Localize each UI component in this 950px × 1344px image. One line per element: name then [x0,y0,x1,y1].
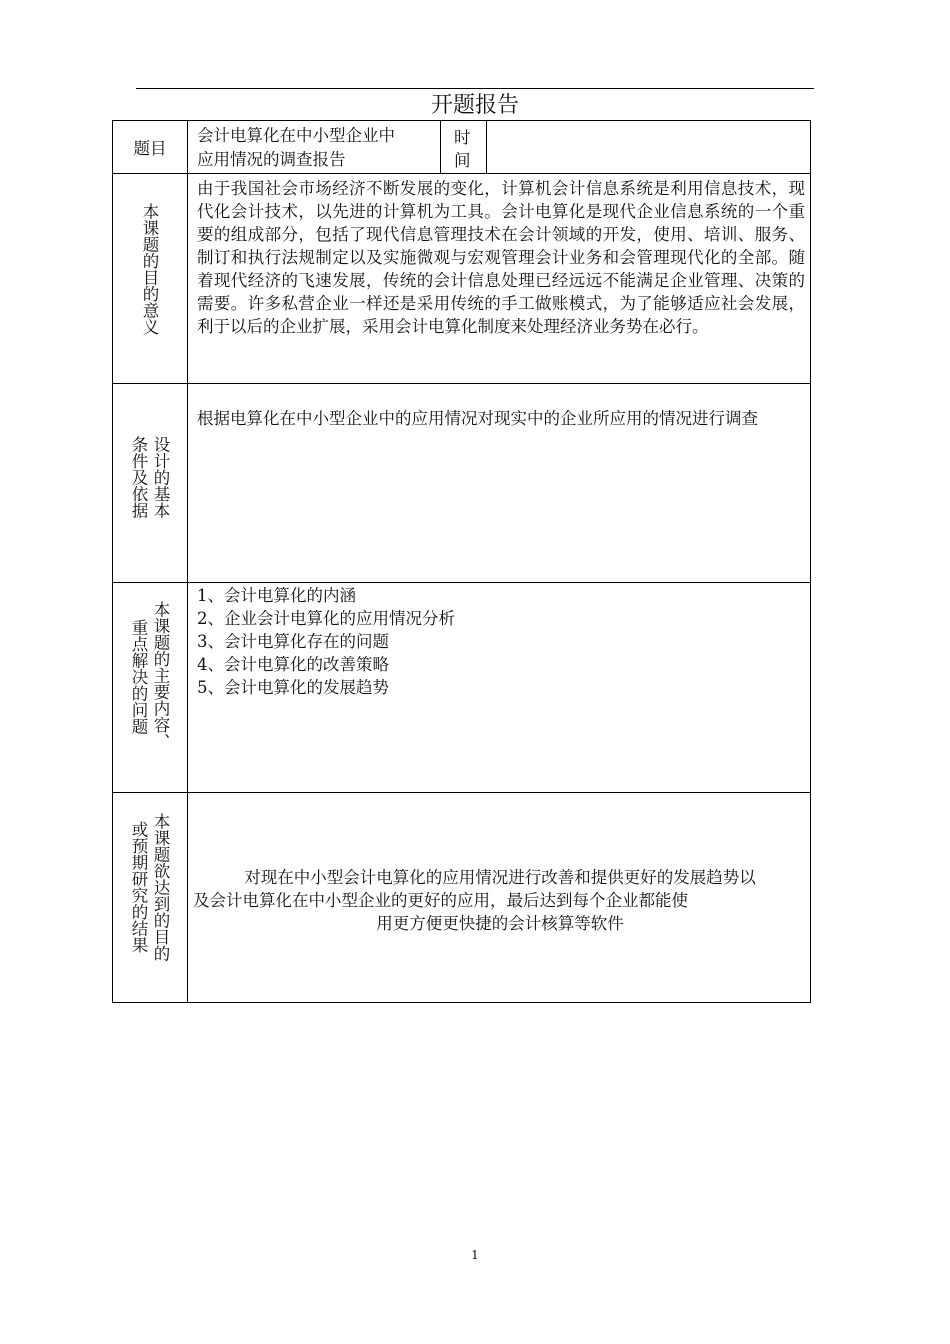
purpose-label: 本课题的目的意义 [140,203,159,335]
topic-line-2: 应用情况的调查报告 [197,150,346,169]
report-table [112,120,811,1003]
row-divider [113,383,810,384]
row-divider [113,792,810,793]
list-item: 5、会计电算化的发展趋势 [197,678,389,697]
expected-results-line-2: 及会计电算化在中小型企业的更好的应用，最后达到每个企业都能使 [193,891,688,910]
list-item: 1、会计电算化的内涵 [197,586,356,605]
expected-results-line-1: 对现在中小型会计电算化的应用情况进行改善和提供更好的发展趋势以 [244,868,756,887]
page-number: 1 [471,1248,479,1262]
expected-results-content [193,866,807,935]
time-value-divider [486,121,487,173]
page-title: 开题报告 [430,93,519,118]
label-column-divider [187,121,188,1002]
conditions-label-col2: 条件及依据 [129,436,148,519]
purpose-content: 由于我国社会市场经济不断发展的变化，计算机会计信息系统是利用信息技术，现代化会计技术，以先进的计算机为工具。会计电算化是现代企业信息系统的一个重要的组成部分，包括了现代信息管理技术在会计领域的开发，使用、培训、服务、制订和执行法规制定以及实施微观与宏观管理会计业务和会管理现代化的全部。随着现代经济的飞速发展，传统的会计信息处理已经远远不能满足企业管理、决策的需要。许多私营企业一样还是采用传统的手工做账模式，为了能够适应社会发展，利于以后的企业扩展，采用会计电算化制度来处理经济业务势在必行。 [197,179,805,336]
main-content-list [197,584,805,699]
top-rule [136,88,814,89]
time-label-1: 时 [454,128,471,147]
main-content-label-col1: 本课题的主要内容、 [151,601,170,750]
topic-line-1: 会计电算化在中小型企业中 [197,126,395,145]
conditions-label-col1: 设计的基本 [151,436,170,519]
list-item: 3、会计电算化存在的问题 [197,632,389,651]
topic-label: 题目 [133,139,167,158]
list-item: 4、会计电算化的改善策略 [197,655,389,674]
expected-results-label-col2: 或预期研究的结果 [129,821,148,953]
row-divider [113,582,810,583]
expected-results-label-col1: 本课题欲达到的目的 [151,813,170,962]
expected-results-line-3: 用更方便更快捷的会计核算等软件 [376,914,624,933]
topic-time-divider [440,121,441,173]
main-content-label-col2: 重点解决的问题 [129,619,148,735]
time-label-2: 间 [454,151,471,170]
row-divider [113,173,810,174]
list-item: 2、企业会计电算化的应用情况分析 [197,609,455,628]
conditions-content: 根据电算化在中小型企业中的应用情况对现实中的企业所应用的情况进行调查 [197,409,758,428]
